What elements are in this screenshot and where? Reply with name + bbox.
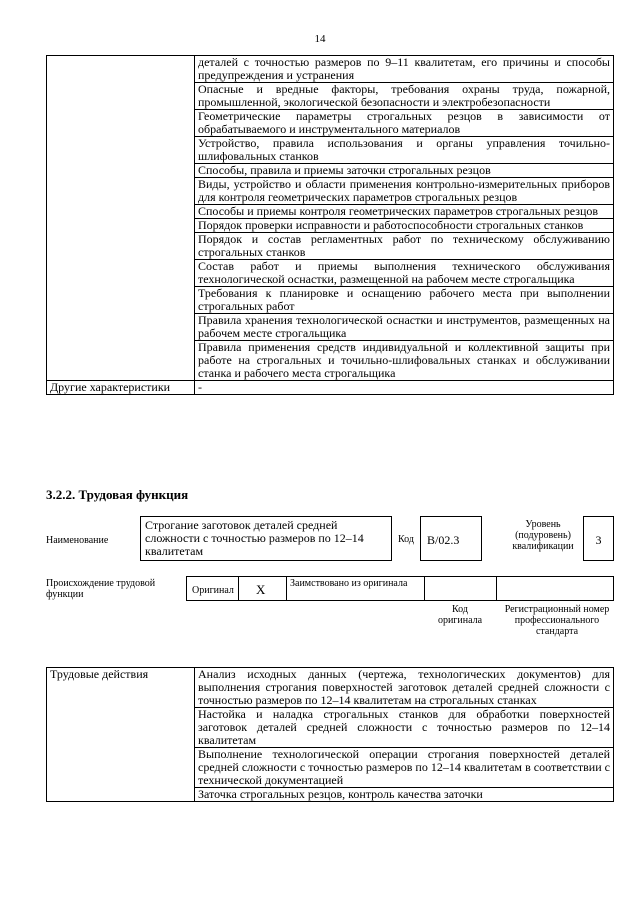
knowledge-row: Состав работ и приемы выполнения технического обслуживания технологической оснастки, размещенной на рабочем месте строгальщика — [195, 260, 614, 287]
origin-divider — [424, 576, 425, 601]
knowledge-label-cell — [47, 56, 195, 381]
knowledge-row: Виды, устройство и области применения контрольно-измерительных приборов для контроля геометрических параметров строгальных резцов — [195, 178, 614, 205]
original-mark: X — [256, 582, 266, 597]
section-title: 3.2.2. Трудовая функция — [46, 487, 189, 502]
knowledge-row: Способы и приемы контроля геометрических параметров строгальных резцов — [195, 205, 614, 219]
knowledge-row: Опасные и вредные факторы, требования охраны труда, пожарной, промышленной, экологической безопасности и электробезопасности — [195, 83, 614, 110]
page-number: 14 — [314, 33, 326, 45]
code-label: Код — [398, 534, 414, 545]
knowledge-row: Способы, правила и приемы заточки строгальных резцов — [195, 164, 614, 178]
knowledge-row: Устройство, правила использования и органы управления точильно-шлифовальных станков — [195, 137, 614, 164]
knowledge-row: деталей с точностью размеров по 9–11 квалитетам, его причины и способы предупреждения и устранения — [195, 56, 614, 83]
knowledge-row: Требования к планировке и оснащению рабочего места при выполнении строгальных работ — [195, 287, 614, 314]
origin-divider — [286, 576, 287, 601]
knowledge-row: Геометрические параметры строгальных резцов в зависимости от обрабатываемого и инструментального материалов — [195, 110, 614, 137]
function-name-box: Строгание заготовок деталей средней сложности с точностью размеров по 12–14 квалитетам — [140, 516, 392, 561]
actions-label: Трудовые действия — [47, 668, 195, 802]
knowledge-row: Правила хранения технологической оснастки и инструментов, размещенных на рабочем месте строгальщика — [195, 314, 614, 341]
other-characteristics-value: - — [195, 381, 614, 395]
origin-divider — [496, 576, 497, 601]
level-value-box: 3 — [583, 516, 614, 561]
action-row: Выполнение технологической операции строгания поверхностей деталей средней сложности с точностью размеров по 12–14 квалитетам в соответствии с технической документацией — [195, 748, 614, 788]
knowledge-row: Порядок и состав регламентных работ по техническому обслуживанию строгальных станков — [195, 233, 614, 260]
level-label: Уровень (подуровень) квалификации — [512, 519, 574, 552]
borrowed-label: Заимствовано из оригинала — [290, 578, 408, 589]
other-characteristics-label: Другие характеристики — [47, 381, 195, 395]
action-row: Анализ исходных данных (чертежа, технологических документов) для выполнения строгания поверхностей заготовок деталей средней сложности с точностью размеров по 12–14 квалитетам на строгальных станках — [195, 668, 614, 708]
knowledge-table — [46, 55, 614, 395]
actions-table — [46, 667, 614, 802]
action-row: Заточка строгальных резцов, контроль качества заточки — [195, 788, 614, 802]
registration-number-caption: Регистрационный номер профессионального стандарта — [504, 604, 610, 637]
knowledge-row: Правила применения средств индивидуальной и коллективной защиты при работе на строгальных и точильно-шлифовальных станках и обслуживании станка и рабочего места строгальщика — [195, 341, 614, 381]
code-value-box: В/02.3 — [420, 516, 482, 561]
name-label: Наименование — [46, 535, 109, 546]
original-label: Оригинал — [192, 585, 234, 596]
action-row: Настойка и наладка строгальных станков для обработки поверхностей заготовок деталей средней сложности с точностью размеров по 12–14 квалитетам — [195, 708, 614, 748]
origin-label: Происхождение трудовой функции — [46, 578, 156, 600]
origin-divider — [238, 576, 239, 601]
code-of-original-caption: Код оригинала — [437, 604, 483, 626]
knowledge-row: Порядок проверки исправности и работоспособности строгальных станков — [195, 219, 614, 233]
